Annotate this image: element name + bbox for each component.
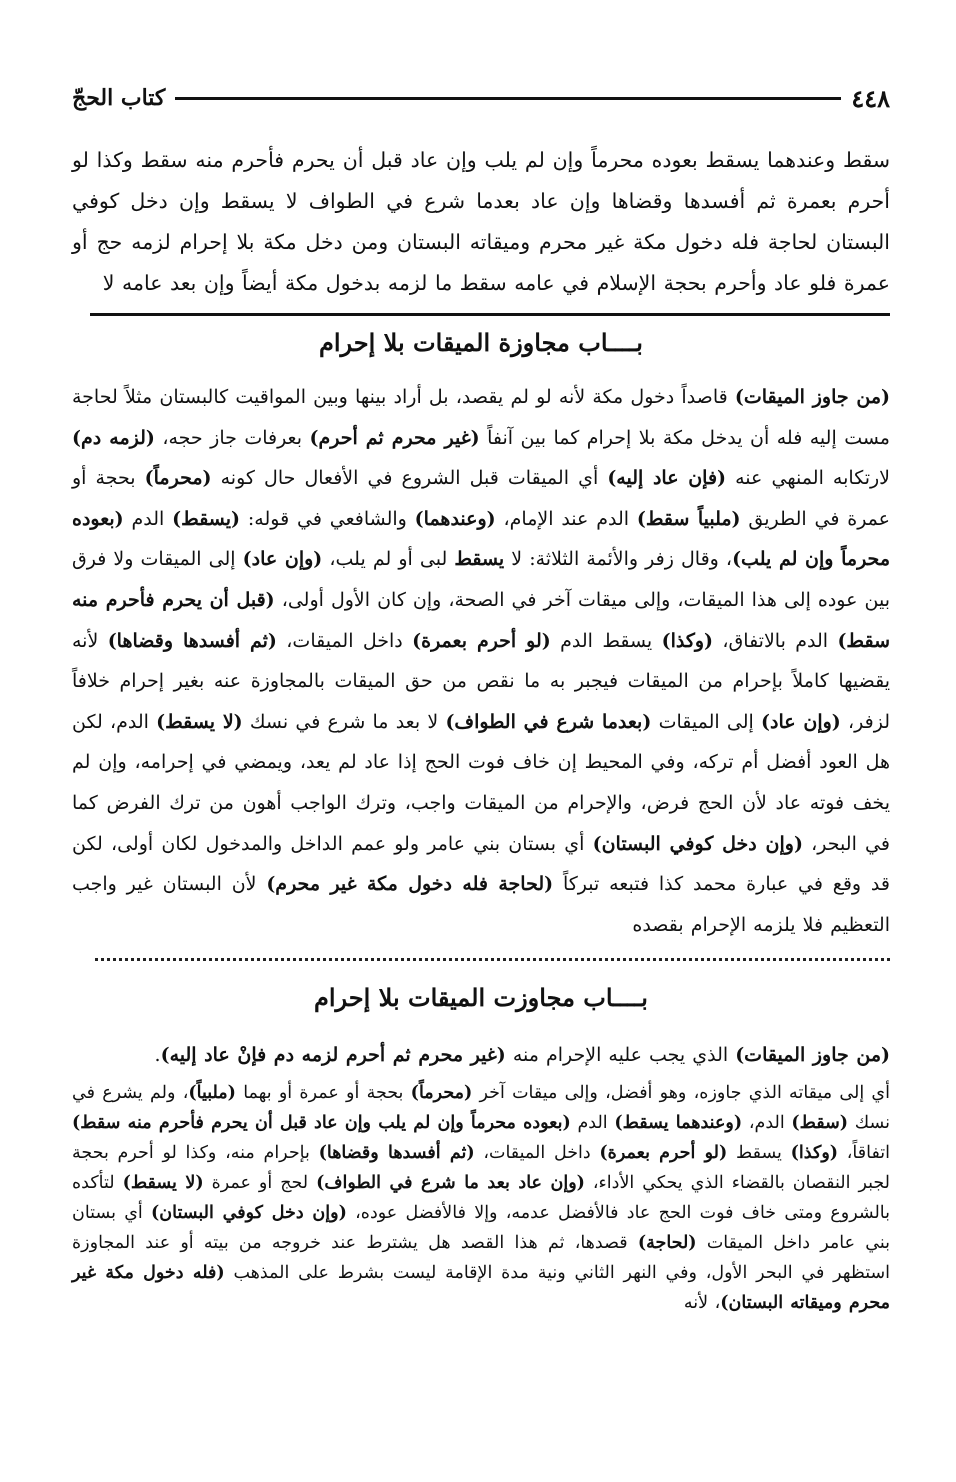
bold-matn-quote: (فله دخول مكة غير محرم وميقاته البستان)	[72, 1263, 890, 1313]
bold-matn-quote: (ملبياً سقط)	[636, 507, 741, 530]
bold-matn-quote: (بعوده محرماً وإن لم يلب وإن عاد قبل أن يحرم فأحرم منه سقط)	[72, 1113, 571, 1133]
bold-matn-quote: (سقط)	[791, 1113, 849, 1133]
bold-matn-quote: (لو أحرم بعمرة)	[412, 629, 551, 652]
commentary-text: يسقط الدم	[550, 629, 662, 652]
bold-matn-quote: يسقط	[454, 548, 505, 571]
page-number: ٤٤٨	[851, 83, 890, 113]
bold-matn-quote: (وعندهما)	[414, 507, 496, 530]
commentary-text: لحج أو عمرة	[203, 1173, 317, 1193]
section2-commentary	[72, 1078, 890, 1318]
commentary-text: لأنه يقضيها كاملاً بإحرام من الميقات فيجبر به ما نقص من حق الميقات بالمجاوزة عنه بغير إحرام خلافاً لزفر،	[72, 629, 890, 733]
commentary-text: داخل الميقات،	[474, 1143, 600, 1163]
commentary-text: ، وقال زفر والأئمة الثلاثة: لا	[504, 548, 733, 571]
commentary-text: أي إلى ميقاته الذي جاوزه، وهو أفضل، وإلى ميقات آخر	[472, 1083, 890, 1103]
section2-commentary-block	[72, 1078, 890, 1318]
header-rule	[175, 97, 841, 100]
bold-matn-quote: (وكذا)	[790, 1143, 839, 1163]
commentary-text: بحجة أو عمرة في الطريق	[72, 467, 891, 530]
commentary-text: قاصداً دخول مكة لأنه لو لم يقصد، بل أراد بينها وبين المواقيت كالبستان مثلاً لحاجة مست إليه فله أن يدخل مكة بلا إحرام كما بين آنفاً	[72, 386, 890, 449]
bold-matn-quote: (بعوده محرماً وإن لم يلب)	[72, 507, 890, 571]
bold-matn-quote: (وكذا)	[661, 629, 714, 652]
commentary-text: والشافعي في قوله:	[240, 507, 415, 530]
commentary-text: بإحرام منه، وكذا لو أحرم بحجة لجبر النقصان بالقضاء الذي يحكي الأداء،	[72, 1143, 891, 1193]
commentary-text: أي الميقات قبل الشروع في الأفعال حال كونه	[211, 467, 608, 490]
commentary-text: الدم	[570, 1113, 615, 1133]
bold-matn-quote: (وعندهما يسقط)	[614, 1113, 743, 1133]
commentary-text: الذي يجب عليه الإحرام منه	[505, 1044, 736, 1066]
commentary-text: ، ولم يشرع في نسك	[72, 1083, 891, 1133]
bold-matn-quote: (لزمه دم)	[72, 426, 155, 449]
commentary-text: الدم بالاتفاق،	[713, 629, 838, 652]
bold-matn-quote: (لحاجة فله دخول مكة غير محرم)	[266, 873, 554, 896]
commentary-text: لبى أو لم يلب،	[322, 548, 455, 571]
bold-matn-quote: (وإن عاد بعد ما شرع في الطواف)	[316, 1173, 585, 1193]
section2-title: بــــاب مجاوزت الميقات بلا إحرام	[314, 983, 648, 1012]
section2-matn	[72, 1038, 890, 1072]
dotted-separator	[95, 958, 890, 961]
bold-matn-quote: (غير محرم ثم أحرم)	[309, 426, 480, 449]
commentary-text: بحجة أو عمرة أو بهما	[235, 1083, 411, 1103]
bold-matn-quote: (قبل أن يحرم فأحرم منه سقط)	[72, 588, 890, 652]
commentary-text: الدم عند الإمام،	[495, 507, 637, 530]
commentary-text: إلى الميقات	[651, 710, 762, 733]
running-header	[72, 78, 890, 118]
bold-matn-quote: (وإن دخل كوفي البستان)	[151, 1203, 347, 1223]
bold-matn-quote: (ملبياً)	[188, 1083, 236, 1103]
bold-matn-quote: (بعدما شرع في الطواف)	[445, 710, 652, 733]
commentary-text: الدم	[123, 507, 173, 530]
bold-matn-quote: (وإن دخل كوفي البستان)	[592, 832, 803, 855]
commentary-text: أي بستان بني عامر داخل الميقات	[72, 1203, 890, 1253]
section1-commentary	[72, 377, 890, 945]
commentary-text: لتأكده بالشروع ومتى خاف فوت الحج عاد فالأفضل عدمه، وإلا فالأفضل عوده،	[72, 1173, 890, 1223]
commentary-text: الدم،	[742, 1113, 792, 1133]
book-title: كتاب الحجّ	[72, 85, 166, 111]
bold-matn-quote: (محرماً)	[144, 467, 212, 490]
bold-matn-quote: (يسقط)	[172, 507, 241, 530]
bold-matn-quote: (لا يسقط)	[122, 1173, 204, 1193]
commentary-text: قصدها، ثم هذا القصد هل يشترط عند خروجه من بيته أو عند المجاوزة استظهر في البحر الأول، وفي النهر الثاني ونية مدة الإقامة ليست بشرط على المذهب	[72, 1233, 890, 1283]
matn-top-block	[72, 140, 890, 304]
commentary-text: ، لأنه	[683, 1293, 721, 1313]
commentary-text: بعرفات جاز حجه،	[154, 426, 310, 449]
bold-matn-quote: (وإن عاد)	[761, 710, 841, 733]
bold-matn-quote: (ثم أفسدها وقضاها)	[107, 629, 277, 652]
bold-matn-quote: (لو أحرم بعمرة)	[599, 1143, 728, 1163]
bold-matn-quote: (من جاوز الميقات)	[734, 386, 890, 408]
commentary-text: يسقط	[727, 1143, 791, 1163]
section1-title: بــــاب مجاوزة الميقات بلا إحرام	[319, 328, 643, 357]
matn-separator-rule	[90, 313, 890, 316]
commentary-text: أي بستان بني عامر ولو عمم الداخل والمدخول لكان أولى، لكن قد وقع في عبارة محمد كذا فتبعه تبركاً	[72, 832, 890, 896]
commentary-text: لا بعد ما شرع في نسك	[242, 710, 446, 733]
commentary-text: إلى الميقات ولا فرق بين عوده إلى هذا الميقات، وإلى ميقات آخر في الصحة، وإن كان الأول أولى،	[72, 548, 890, 611]
commentary-text: .	[154, 1044, 161, 1066]
commentary-text: لارتكابه المنهي عنه	[726, 467, 890, 490]
commentary-text: الدم، لكن هل العود أفضل أم تركه، وفي المحيط إن خاف فوت الحج إذا عاد لم يعد، ويمضي في إحرامه، وإن لم يخف فوته عاد لأن الحج فرض، والإحرام من الميقات واجب، وترك الواجب أهون من ترك الفرض كما في البحر،	[72, 710, 890, 855]
bold-matn-quote: (غير محرم ثم أحرم لزمه دم فإنْ عاد إليه)	[160, 1044, 506, 1066]
commentary-text: اتفاقاً،	[838, 1143, 891, 1163]
matn-top-text: سقط وعندهما يسقط بعوده محرماً وإن لم يلب وإن عاد قبل أن يحرم فأحرم منه سقط وكذا لو أحرم بعمرة ثم أفسدها وقضاها وإن عاد بعدما شرع في الطواف لا يسقط وإن دخل كوفي البستان لحاجة فله دخول مكة غير محرم وميقاته البستان ومن دخل مكة بلا إحرام لزمه حج أو عمرة فلو عاد وأحرم بحجة الإسلام في عامه سقط ما لزمه بدخول مكة أيضاً وإن بعد عامه لا	[72, 148, 890, 295]
bold-matn-quote: (من جاوز الميقات)	[735, 1044, 890, 1066]
bold-matn-quote: (ثم أفسدها وقضاها)	[318, 1143, 475, 1163]
bold-matn-quote: (وإن عاد)	[242, 548, 323, 571]
bold-matn-quote: (لا يسقط)	[156, 710, 243, 733]
commentary-text: لأن البستان غير واجب التعظيم فلا يلزمه الإحرام بقصده	[72, 873, 890, 936]
section1-commentary-block	[72, 377, 890, 945]
bold-matn-quote: (فإن عاد إليه)	[607, 467, 727, 490]
bold-matn-quote: (محرماً)	[410, 1083, 473, 1103]
section2-matn-block	[72, 1038, 890, 1072]
commentary-text: داخل الميقات،	[276, 629, 413, 652]
bold-matn-quote: (لحاجة)	[637, 1233, 697, 1253]
